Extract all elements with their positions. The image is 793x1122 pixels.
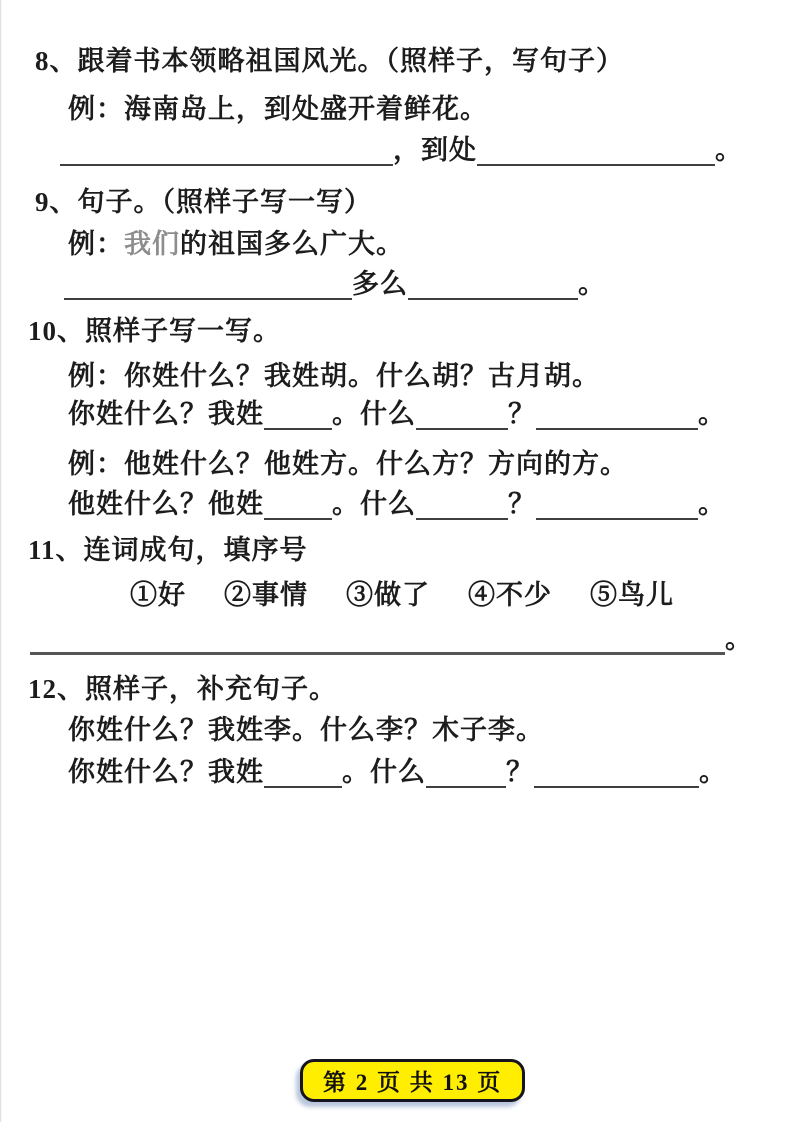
fill-text: 他姓什么？他姓 (68, 489, 264, 519)
question-10-example-2: 例：他姓什么？他姓方。什么方？方向的方。 (68, 449, 628, 479)
example-prefix: 例： (68, 229, 124, 259)
answer-blank (408, 268, 578, 300)
fill-text: 。什么 (332, 489, 416, 519)
question-8-fill-line (60, 134, 743, 166)
question-9-fill-line (64, 268, 606, 300)
period: 。 (698, 489, 726, 519)
answer-blank (64, 268, 352, 300)
fill-text: ，到处 (393, 135, 477, 165)
period: 。 (725, 624, 753, 654)
page-number-badge: 第 2 页 共 13 页 (300, 1059, 525, 1102)
period: 。 (715, 135, 743, 165)
question-9-title: 9、句子。（照样子写一写） (35, 187, 372, 217)
fill-text: 多么 (352, 269, 408, 299)
word-option-3: ③做了 (346, 580, 430, 610)
answer-blank (426, 756, 506, 788)
question-10-title: 10、照样子写一写。 (28, 316, 281, 346)
fill-text: ？ (508, 489, 536, 519)
question-12-fill-line (68, 756, 727, 788)
period: 。 (699, 757, 727, 787)
question-11-fill-line (30, 622, 753, 655)
answer-blank (264, 756, 342, 788)
word-option-4: ④不少 (468, 580, 552, 610)
question-12-title: 12、照样子，补充句子。 (28, 674, 337, 704)
word-option-2: ②事情 (224, 580, 308, 610)
answer-blank (60, 134, 393, 166)
fill-text: 你姓什么？我姓 (68, 399, 264, 429)
period: 。 (698, 399, 726, 429)
period: 。 (578, 269, 606, 299)
word-option-1: ①好 (130, 580, 186, 610)
answer-blank (416, 398, 508, 430)
fill-text: ？ (508, 399, 536, 429)
question-8-title: 8、跟着书本领略祖国风光。（照样子，写句子） (35, 46, 624, 76)
answer-blank (536, 488, 698, 520)
question-10-fill-line-1 (68, 398, 726, 430)
answer-blank (536, 398, 698, 430)
example-faded-word: 我们 (124, 229, 180, 259)
answer-blank (264, 488, 332, 520)
answer-blank (264, 398, 332, 430)
answer-blank (534, 756, 699, 788)
question-10-example-1: 例：你姓什么？我姓胡。什么胡？古月胡。 (68, 361, 600, 391)
fill-text: 。什么 (332, 399, 416, 429)
fill-text: 。什么 (342, 757, 426, 787)
question-11-word-bank (130, 578, 674, 612)
fill-text: ？ (506, 757, 534, 787)
question-8-example: 例：海南岛上，到处盛开着鲜花。 (68, 94, 488, 124)
word-option-5: ⑤鸟儿 (590, 580, 674, 610)
question-11-title: 11、连词成句，填序号 (28, 535, 308, 565)
answer-blank (477, 134, 715, 166)
answer-blank (416, 488, 508, 520)
fill-text: 你姓什么？我姓 (68, 757, 264, 787)
question-12-example: 你姓什么？我姓李。什么李？木子李。 (68, 715, 544, 745)
example-rest: 的祖国多么广大。 (180, 229, 404, 259)
question-10-fill-line-2 (68, 488, 726, 520)
answer-blank (30, 622, 725, 655)
question-9-example (68, 227, 404, 261)
